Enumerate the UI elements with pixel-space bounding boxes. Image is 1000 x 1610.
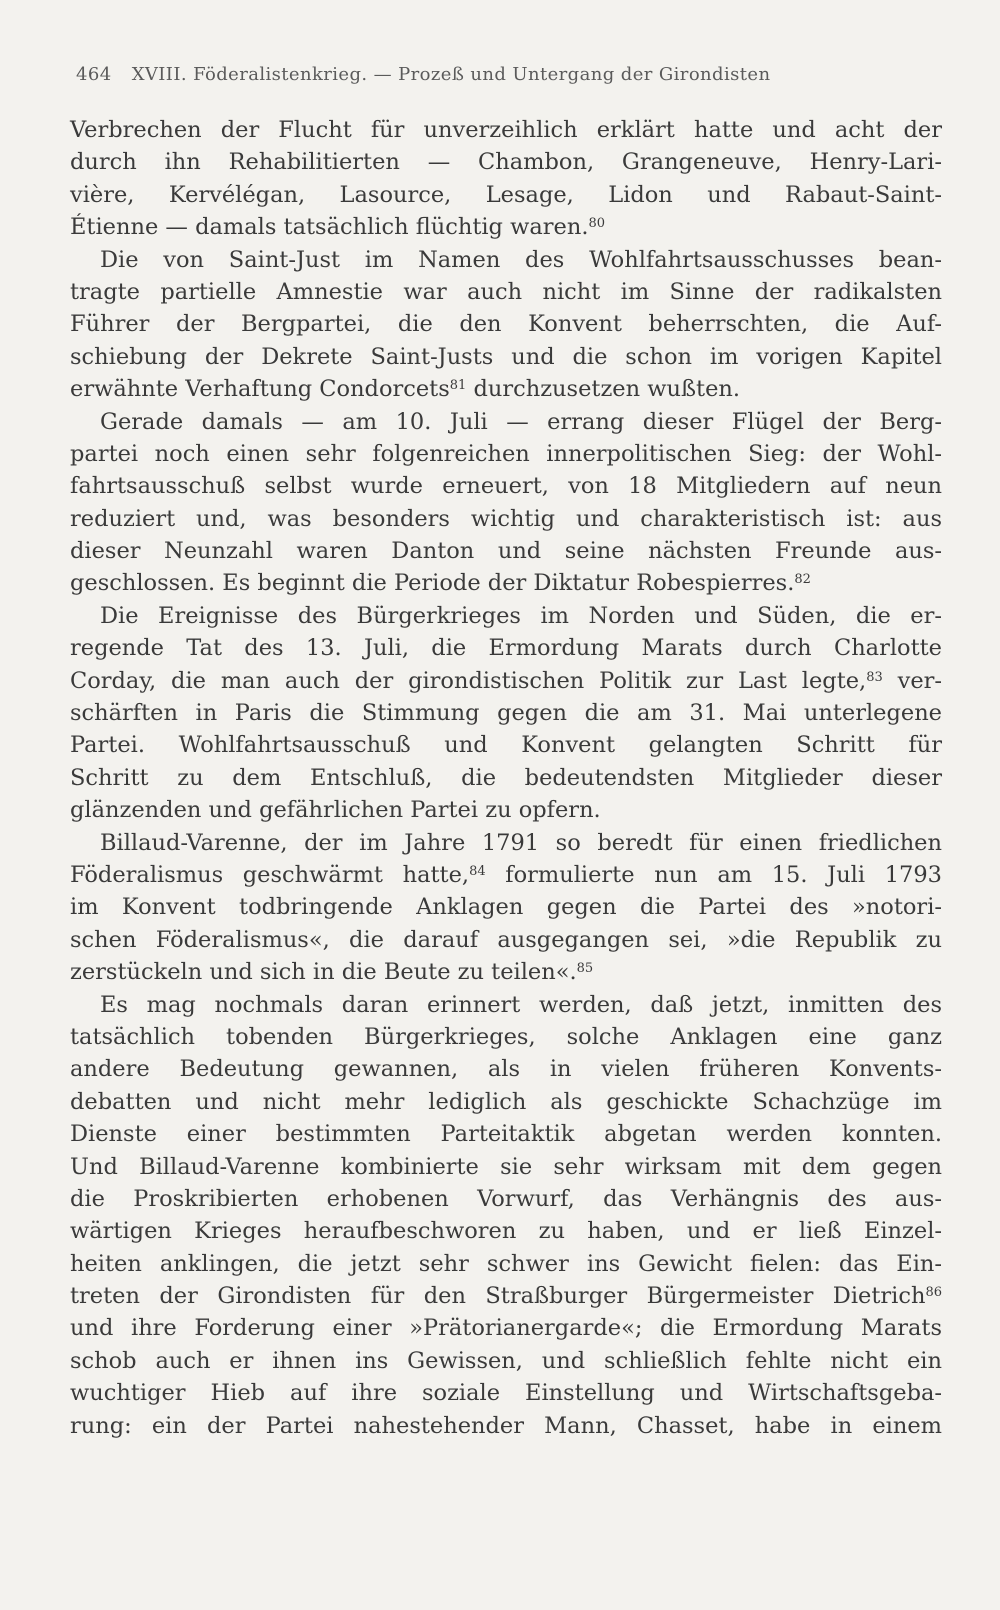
text-segment: reduziert und, was besonders wichtig und charakteristisch ist: aus xyxy=(70,505,942,532)
text-line xyxy=(70,470,942,502)
text-segment: durch ihn Rehabilitierten — Chambon, Grangeneuve, Henry-Lari- xyxy=(70,149,942,176)
text-segment: dieser Neunzahl waren Danton und seine nächsten Freunde aus- xyxy=(70,538,942,565)
text-line xyxy=(70,1248,942,1280)
text-line xyxy=(70,1280,942,1312)
text-segment: regende Tat des 13. Juli, die Ermordung Marats durch Charlotte xyxy=(70,635,942,662)
text-line xyxy=(70,794,942,826)
text-segment: Führer der Bergpartei, die den Konvent beherrschten, die Auf- xyxy=(70,311,942,338)
footnote-marker: 85 xyxy=(576,961,594,977)
text-segment: Föderalismus geschwärmt hatte, xyxy=(70,861,470,888)
text-line xyxy=(70,503,942,535)
text-line xyxy=(70,956,942,988)
text-line xyxy=(70,438,942,470)
text-segment: und ihre Forderung einer »Prätorianergarde«; die Ermordung Marats xyxy=(70,1315,942,1342)
paragraph-first-line xyxy=(70,244,942,276)
running-title: XVIII. Föderalistenkrieg. — Prozeß und Untergang der Girondisten xyxy=(131,64,771,85)
text-segment: heiten anklingen, die jetzt sehr schwer ins Gewicht fielen: das Ein- xyxy=(70,1250,942,1277)
text-segment: die Proskribierten erhobenen Vorwurf, das Verhängnis des aus- xyxy=(70,1185,942,1212)
text-line xyxy=(70,1118,942,1150)
text-line xyxy=(70,891,942,923)
text-line xyxy=(70,114,942,146)
text-segment: wuchtiger Hieb auf ihre soziale Einstellung und Wirtschaftsgeba- xyxy=(70,1380,942,1407)
text-segment: schen Föderalismus«, die darauf ausgegangen sei, »die Republik zu xyxy=(70,926,942,953)
text-segment: im Konvent todbringende Anklagen gegen die Partei des »notori- xyxy=(70,894,942,921)
text-segment: Billaud-Varenne, der im Jahre 1791 so beredt für einen friedlichen xyxy=(100,829,942,856)
text-segment: Die von Saint-Just im Namen des Wohlfahrtsausschusses bean- xyxy=(100,246,942,273)
text-line xyxy=(70,276,942,308)
text-line xyxy=(70,1215,942,1247)
text-segment: formulierte nun am 15. Juli 1793 xyxy=(485,861,942,888)
text-line xyxy=(70,924,942,956)
text-line xyxy=(70,665,942,697)
text-line xyxy=(70,1053,942,1085)
body-text xyxy=(70,114,942,1442)
text-line xyxy=(70,1377,942,1409)
text-line xyxy=(70,308,942,340)
text-segment: zerstückeln und sich in die Beute zu teilen«. xyxy=(70,959,577,986)
text-segment: partei noch einen sehr folgenreichen innerpolitischen Sieg: der Wohl- xyxy=(70,440,942,467)
text-segment: Schritt zu dem Entschluß, die bedeutendsten Mitglieder dieser xyxy=(70,764,942,791)
footnote-marker: 86 xyxy=(925,1285,942,1301)
text-segment: Partei. Wohlfahrtsausschuß und Konvent gelangten Schritt für xyxy=(70,732,942,759)
text-segment: glänzenden und gefährlichen Partei zu opfern. xyxy=(70,797,601,824)
text-line xyxy=(70,1021,942,1053)
text-segment: vière, Kervélégan, Lasource, Lesage, Lidon und Rabaut-Saint- xyxy=(70,181,942,208)
footnote-marker: 81 xyxy=(449,378,467,394)
paragraph-first-line xyxy=(70,989,942,1021)
text-line xyxy=(70,632,942,664)
paragraph-first-line xyxy=(70,406,942,438)
text-line xyxy=(70,1345,942,1377)
text-segment: Corday, die man auch der girondistischen Politik zur Last legte, xyxy=(70,667,867,694)
text-segment: erwähnte Verhaftung Condorcets xyxy=(70,376,450,403)
text-segment: rung: ein der Partei nahestehender Mann, Chasset, habe in einem xyxy=(70,1412,942,1439)
text-line xyxy=(70,1151,942,1183)
footnote-marker: 80 xyxy=(588,216,606,232)
text-line xyxy=(70,341,942,373)
text-line xyxy=(70,1312,942,1344)
text-segment: fahrtsausschuß selbst wurde erneuert, von 18 Mitgliedern auf neun xyxy=(70,473,942,500)
footnote-marker: 83 xyxy=(866,669,883,685)
text-line xyxy=(70,729,942,761)
text-segment: Verbrechen der Flucht für unverzeihlich erklärt hatte und acht der xyxy=(70,117,942,143)
text-segment: wärtigen Krieges heraufbeschworen zu haben, und er ließ Einzel- xyxy=(70,1218,942,1245)
page-header xyxy=(76,64,888,85)
text-line xyxy=(70,567,942,599)
text-line xyxy=(70,373,942,405)
text-segment: Die Ereignisse des Bürgerkrieges im Norden und Süden, die er- xyxy=(100,602,942,629)
text-line xyxy=(70,762,942,794)
text-segment: geschlossen. Es beginnt die Periode der Diktatur Robespierres. xyxy=(70,570,795,597)
footnote-marker: 84 xyxy=(469,863,486,879)
text-segment: Dienste einer bestimmten Parteitaktik abgetan werden konnten. xyxy=(70,1121,942,1148)
text-segment: ver- xyxy=(882,667,942,694)
text-segment: schob auch er ihnen ins Gewissen, und schließlich fehlte nicht ein xyxy=(70,1347,942,1374)
text-line xyxy=(70,1086,942,1118)
text-line xyxy=(70,146,942,178)
text-line xyxy=(70,211,942,243)
text-segment: Gerade damals — am 10. Juli — errang dieser Flügel der Berg- xyxy=(100,408,942,435)
text-segment: Étienne — damals tatsächlich flüchtig waren. xyxy=(70,214,589,241)
text-line xyxy=(70,1183,942,1215)
text-segment: debatten und nicht mehr lediglich als geschickte Schachzüge im xyxy=(70,1088,942,1115)
paragraph-first-line xyxy=(70,827,942,859)
text-segment: andere Bedeutung gewannen, als in vielen früheren Konvents- xyxy=(70,1056,942,1083)
text-segment: tragte partielle Amnestie war auch nicht im Sinne der radikalsten xyxy=(70,278,942,305)
text-line xyxy=(70,1410,942,1442)
text-segment: tatsächlich tobenden Bürgerkrieges, solche Anklagen eine ganz xyxy=(70,1023,942,1050)
text-segment: treten der Girondisten für den Straßburger Bürgermeister Dietrich xyxy=(70,1283,926,1310)
page-number: 464 xyxy=(76,64,112,85)
text-segment: schiebung der Dekrete Saint-Justs und die schon im vorigen Kapitel xyxy=(70,343,942,370)
text-line xyxy=(70,535,942,567)
footnote-marker: 82 xyxy=(794,572,811,588)
text-line xyxy=(70,179,942,211)
text-line xyxy=(70,697,942,729)
text-segment: durchzusetzen wußten. xyxy=(466,376,741,403)
paragraph-first-line xyxy=(70,600,942,632)
text-segment: schärften in Paris die Stimmung gegen die am 31. Mai unterlegene xyxy=(70,700,942,727)
text-segment: Es mag nochmals daran erinnert werden, daß jetzt, inmitten des xyxy=(100,991,942,1018)
text-line xyxy=(70,859,942,891)
text-segment: Und Billaud-Varenne kombinierte sie sehr wirksam mit dem gegen xyxy=(70,1153,942,1180)
